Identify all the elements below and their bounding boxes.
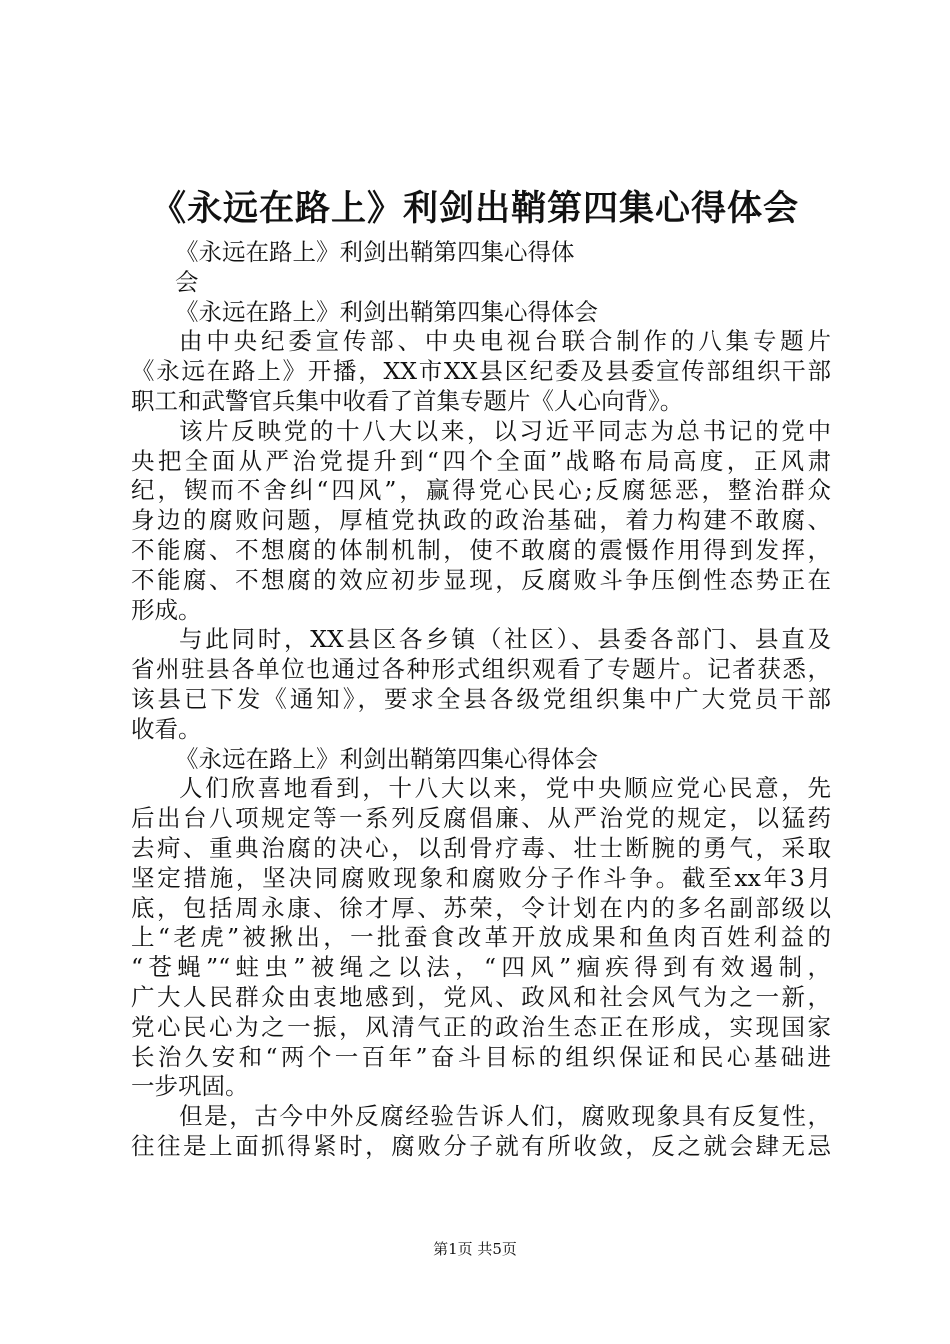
- paragraph-line: 《永远在路上》开播，XX市XX县区纪委及县委宣传部组织干部: [131, 357, 831, 386]
- paragraph-line: 长治久安和“两个一百年”奋斗目标的组织保证和民心基础进: [131, 1042, 831, 1071]
- paragraph-line: 不能腐、不想腐的体制机制，使不敢腐的震慑作用得到发挥，: [131, 535, 831, 564]
- paragraph-line: 央把全面从严治党提升到“四个全面”战略布局高度，正风肃: [131, 446, 831, 475]
- paragraph-line: 职工和武警官兵集中收看了首集专题片《人心向背》。: [131, 386, 684, 415]
- paragraph-line: 与此同时，XX县区各乡镇（社区）、县委各部门、县直及: [179, 625, 831, 654]
- paragraph-line: 坚定措施，坚决同腐败现象和腐败分子作斗争。截至xx年3月: [131, 863, 831, 892]
- paragraph-line: 省州驻县各单位也通过各种形式组织观看了专题片。记者获悉，: [131, 655, 831, 684]
- paragraph-line: 身边的腐败问题，厚植党执政的政治基础，着力构建不敢腐、: [131, 506, 831, 535]
- paragraph-line: 由中央纪委宣传部、中央电视台联合制作的八集专题片: [179, 327, 831, 356]
- document-body: [131, 238, 831, 1162]
- paragraph-line: 该县已下发《通知》，要求全县各级党组织集中广大党员干部: [131, 684, 831, 713]
- paragraph-line: 底，包括周永康、徐才厚、苏荣，令计划在内的多名副部级以: [131, 893, 831, 922]
- paragraph-line: “苍蝇”“蛀虫”被绳之以法，“四风”痼疾得到有效遏制，: [131, 953, 831, 982]
- paragraph-line: 纪，锲而不舍纠“四风”，赢得党心民心;反腐惩恶，整治群众: [131, 476, 831, 505]
- paragraph-line: 该片反映党的十八大以来，以习近平同志为总书记的党中: [179, 416, 831, 445]
- paragraph-line: 后出台八项规定等一系列反腐倡廉、从严治党的规定，以猛药: [131, 804, 831, 833]
- paragraph-line: 党心民心为之一振，风清气正的政治生态正在形成，实现国家: [131, 1012, 831, 1041]
- paragraph-line: 但是，古今中外反腐经验告诉人们，腐败现象具有反复性，: [179, 1102, 831, 1131]
- paragraph-line: 去疴、重典治腐的决心，以刮骨疗毒、壮士断腕的勇气，采取: [131, 833, 831, 862]
- subtitle-line: 《永远在路上》利剑出鞘第四集心得体: [175, 238, 575, 266]
- section-heading: 《永远在路上》利剑出鞘第四集心得体会: [175, 744, 598, 773]
- paragraph-line: 不能腐、不想腐的效应初步显现，反腐败斗争压倒性态势正在: [131, 565, 831, 594]
- paragraph-line: 一步巩固。: [131, 1072, 249, 1101]
- paragraph-line: 收看。: [131, 714, 202, 743]
- paragraph-line: 广大人民群众由衷地感到，党风、政风和社会风气为之一新，: [131, 982, 831, 1011]
- section-heading: 《永远在路上》利剑出鞘第四集心得体会: [175, 297, 598, 326]
- paragraph-line: 人们欣喜地看到，十八大以来，党中央顺应党心民意，先: [179, 774, 831, 803]
- paragraph-line: 往往是上面抓得紧时，腐败分子就有所收敛，反之就会肆无忌: [131, 1131, 831, 1160]
- page-footer: 第1页 共5页: [433, 1240, 517, 1258]
- paragraph-line: 形成。: [131, 595, 202, 624]
- document-title: 《永远在路上》利剑出鞘第四集心得体会: [150, 188, 799, 229]
- paragraph-line: 上“老虎”被揪出，一批蚕食改革开放成果和鱼肉百姓利益的: [131, 923, 831, 952]
- subtitle-line: 会: [175, 267, 199, 296]
